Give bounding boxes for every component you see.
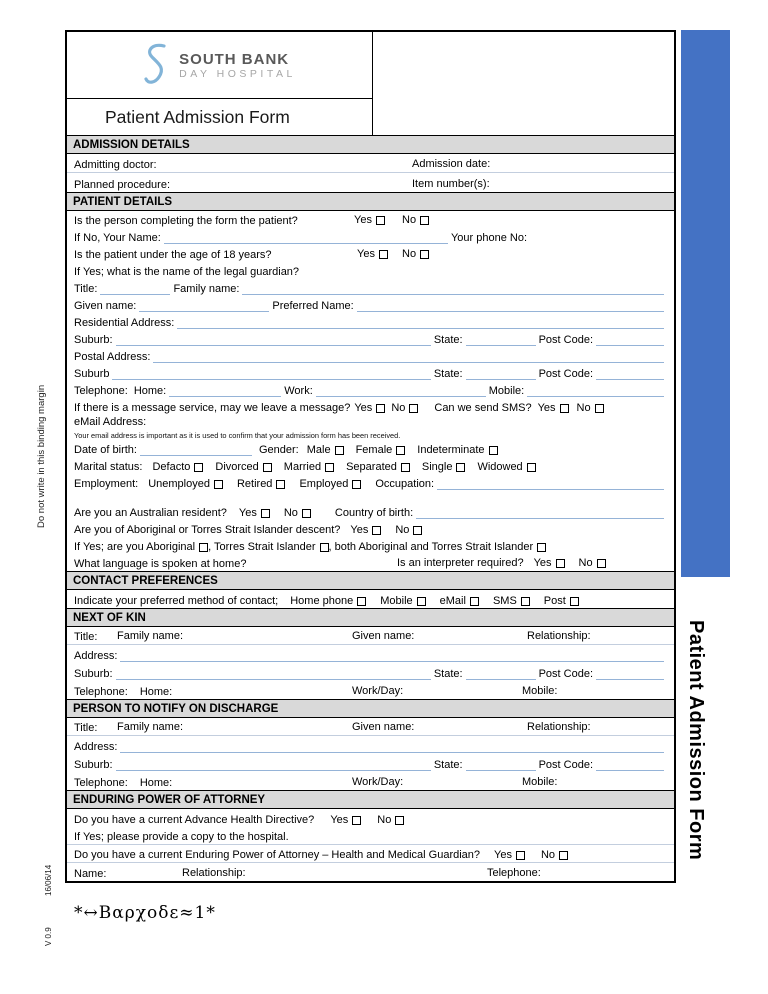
language-question-label: What language is spoken at home? (74, 558, 247, 570)
your-name-field[interactable] (164, 232, 448, 244)
post-code-label: Post Code: (538, 334, 593, 346)
country-of-birth-label: Country of birth: (334, 507, 414, 519)
checkbox-atsi-yes[interactable] (372, 526, 381, 535)
indeterminate-label: Indeterminate (417, 444, 485, 456)
checkbox-gender-male[interactable] (335, 446, 344, 455)
residential-postcode-field[interactable] (596, 334, 664, 346)
section-title: PERSON TO NOTIFY ON DISCHARGE (73, 702, 279, 715)
date-of-birth-field[interactable] (140, 444, 252, 456)
employment-row (67, 474, 674, 491)
separated-label: Separated (346, 461, 397, 473)
preferred-name-field[interactable] (357, 300, 664, 312)
relationship-label: Relationship: (182, 867, 246, 879)
married-label: Married (283, 461, 322, 473)
ahd-copy-note-row (67, 827, 674, 845)
home-phone-label: Home phone (290, 595, 354, 607)
epoa-name-row (67, 863, 674, 881)
marital-status-label: Marital status: (74, 461, 143, 473)
home-label: Home: (139, 686, 173, 698)
notify-address-row (67, 736, 674, 754)
yes-label: Yes (357, 248, 375, 260)
family-name-label: Family name: (117, 721, 184, 733)
email-label: eMail (439, 595, 466, 607)
notify-suburb-row (67, 754, 674, 772)
yes-label: Yes (330, 814, 349, 826)
message-question-label: If there is a message service, may we leave a message? (74, 402, 351, 414)
checkbox-employment-retired[interactable] (276, 480, 285, 489)
checkbox-contact-email[interactable] (470, 597, 479, 606)
section-patient-details-header (67, 192, 674, 211)
suburb-label: Suburb: (74, 759, 113, 771)
work-label: Work: (284, 385, 313, 397)
no-label: No (402, 248, 417, 260)
no-label: No (540, 849, 556, 861)
checkbox-epoa-no[interactable] (559, 851, 568, 860)
suburb-label: Suburb: (74, 668, 113, 680)
checkbox-marital-widowed[interactable] (527, 463, 536, 472)
resident-question-label: Are you an Australian resident? (74, 507, 227, 519)
defacto-label: Defacto (152, 461, 191, 473)
binding-margin-note: Do not write in this binding margin (36, 384, 47, 528)
message-service-row (67, 398, 674, 415)
title-family-row (67, 279, 674, 296)
spacer (67, 491, 674, 503)
legal-guardian-row (67, 262, 674, 279)
checkbox-gender-indeterminate[interactable] (489, 446, 498, 455)
checkbox-interpreter-yes[interactable] (556, 559, 565, 568)
header-blank-box[interactable] (373, 32, 674, 135)
notify-suburb-field[interactable] (116, 759, 431, 771)
telephone-label: Telephone: (487, 867, 541, 879)
interpreter-question-label: Is an interpreter required? (397, 557, 524, 569)
section-title: ADMISSION DETAILS (73, 138, 190, 151)
postal-address-row (67, 347, 674, 364)
employment-label: Employment: (74, 478, 139, 490)
yes-label: Yes (537, 402, 556, 414)
family-name-label: Family name: (117, 630, 184, 642)
preferred-name-label: Preferred Name: (272, 300, 354, 312)
completing-question-label: Is the person completing the form the patient? (74, 215, 298, 227)
checkbox-aboriginal[interactable] (199, 543, 208, 552)
name-label: Name: (74, 868, 107, 880)
completing-question-row (67, 211, 674, 228)
notify-telephone-row (67, 772, 674, 790)
family-name-field[interactable] (242, 283, 664, 295)
section-admission-details-header (67, 135, 674, 154)
mobile-label: Mobile: (522, 776, 558, 788)
date-note: 16/06/14 (44, 864, 53, 896)
title-label: Title: (74, 722, 98, 734)
contact-method-label: Indicate your preferred method of contact; (74, 595, 279, 607)
retired-label: Retired (236, 478, 273, 490)
female-label: Female (355, 444, 393, 456)
telephone-label: Telephone: (74, 385, 128, 397)
hospital-logo-icon (143, 42, 169, 88)
home-phone-field[interactable] (169, 385, 281, 397)
occupation-field[interactable] (437, 478, 664, 490)
no-label: No (402, 214, 417, 226)
sms-label: SMS (492, 595, 517, 607)
title-field[interactable] (100, 283, 170, 295)
nok-postcode-field[interactable] (596, 668, 664, 680)
contact-method-row (67, 590, 674, 608)
notify-state-field[interactable] (466, 759, 536, 771)
unemployed-label: Unemployed (148, 478, 210, 490)
residential-address-label: Residential Address: (74, 317, 175, 329)
torres-strait-islander-label: , Torres Strait Islander (208, 541, 316, 553)
work-day-label: Work/Day: (352, 776, 404, 788)
checkbox-ahd-yes[interactable] (352, 816, 361, 825)
admitting-doctor-row (67, 154, 674, 173)
nok-state-field[interactable] (466, 668, 536, 680)
no-label: No (576, 402, 591, 414)
if-no-name-label: If No, Your Name: (74, 232, 161, 244)
sms-question-label: Can we send SMS? (434, 402, 532, 414)
epoa-question-row (67, 845, 674, 863)
checkbox-marital-divorced[interactable] (263, 463, 272, 472)
gender-label: Gender: (258, 444, 299, 456)
nok-address-row (67, 645, 674, 663)
checkbox-sms-no[interactable] (595, 404, 604, 413)
postal-suburb-row (67, 364, 674, 381)
atsi-question-label: Are you of Aboriginal or Torres Strait Islander descent? (74, 524, 341, 536)
ahd-question-label: Do you have a current Advance Health Directive? (74, 814, 315, 826)
checkbox-contact-sms[interactable] (521, 597, 530, 606)
title-label: Title: (74, 631, 98, 643)
divorced-label: Divorced (215, 461, 259, 473)
epoa-question-label: Do you have a current Enduring Power of Attorney – Health and Medical Guardian? (74, 849, 481, 861)
legal-guardian-label: If Yes; what is the name of the legal guardian? (74, 266, 300, 278)
single-label: Single (421, 461, 453, 473)
telephone-label: Telephone: (74, 777, 128, 789)
postal-address-field[interactable] (153, 351, 664, 363)
address-label: Address: (74, 650, 118, 662)
checkbox-both-aboriginal-tsi[interactable] (537, 543, 546, 552)
section-title: PATIENT DETAILS (73, 195, 173, 208)
ahd-copy-note-label: If Yes; please provide a copy to the hospital. (74, 831, 289, 843)
state-label: State: (433, 759, 463, 771)
checkbox-gender-female[interactable] (396, 446, 405, 455)
post-code-label: Post Code: (538, 759, 593, 771)
hospital-subtitle: DAY HOSPITAL (179, 67, 296, 80)
checkbox-message-no[interactable] (409, 404, 418, 413)
given-name-label: Given name: (352, 630, 415, 642)
postal-address-label: Postal Address: (74, 351, 151, 363)
work-day-label: Work/Day: (352, 685, 404, 697)
resident-row (67, 503, 674, 520)
yes-label: Yes (238, 507, 257, 519)
no-label: No (391, 402, 406, 414)
notify-name-row (67, 718, 674, 736)
residential-suburb-field[interactable] (116, 334, 431, 346)
email-note-row (67, 429, 674, 440)
family-name-label: Family name: (173, 283, 240, 295)
residential-address-field[interactable] (177, 317, 664, 329)
employed-label: Employed (299, 478, 349, 490)
yes-label: Yes (350, 524, 369, 536)
checkbox-resident-yes[interactable] (261, 509, 270, 518)
atsi-question-row (67, 520, 674, 537)
hospital-name: SOUTH BANK (179, 50, 290, 68)
mobile-label: Mobile (380, 595, 413, 607)
widowed-label: Widowed (477, 461, 523, 473)
postal-state-field[interactable] (466, 368, 536, 380)
residential-address-row (67, 313, 674, 330)
under-18-row (67, 245, 674, 262)
item-numbers-label: Item number(s): (412, 178, 490, 190)
nok-suburb-field[interactable] (116, 668, 431, 680)
email-note-label: Your email address is important as it is used to confirm that your admission form has been received. (74, 431, 401, 440)
home-label: Home: (139, 777, 173, 789)
state-label: State: (433, 334, 463, 346)
section-contact-preferences-header (67, 571, 674, 590)
yes-label: Yes (533, 557, 552, 569)
suburb-label: Suburb: (74, 334, 113, 346)
home-label: Home: (133, 385, 167, 397)
telephone-label: Telephone: (74, 686, 128, 698)
section-title: CONTACT PREFERENCES (73, 574, 218, 587)
telephone-row (67, 381, 674, 398)
relationship-label: Relationship: (527, 630, 591, 642)
postal-postcode-field[interactable] (596, 368, 664, 380)
given-name-label: Given name: (352, 721, 415, 733)
checkbox-contact-home-phone[interactable] (357, 597, 366, 606)
section-next-of-kin-header (67, 608, 674, 627)
given-name-label: Given name: (74, 300, 137, 312)
checkbox-atsi-no[interactable] (413, 526, 422, 535)
residential-state-field[interactable] (466, 334, 536, 346)
relationship-label: Relationship: (527, 721, 591, 733)
checkbox-torres-strait-islander[interactable] (320, 543, 329, 552)
yes-label: Yes (494, 849, 512, 861)
hospital-name-block (179, 51, 296, 80)
checkbox-marital-defacto[interactable] (194, 463, 203, 472)
mobile-label: Mobile: (488, 385, 525, 397)
checkbox-message-yes[interactable] (376, 404, 385, 413)
checkbox-employment-employed[interactable] (352, 480, 361, 489)
yes-label: Yes (354, 214, 372, 226)
aboriginal-label: If Yes; are you Aboriginal (74, 541, 196, 553)
checkbox-resident-no[interactable] (302, 509, 311, 518)
nok-suburb-row (67, 663, 674, 681)
mobile-label: Mobile: (522, 685, 558, 697)
postal-suburb-field[interactable] (112, 368, 430, 380)
atsi-detail-row (67, 537, 674, 554)
ahd-question-row (67, 809, 674, 827)
notify-postcode-field[interactable] (596, 759, 664, 771)
planned-procedure-label: Planned procedure: (74, 179, 171, 191)
male-label: Male (306, 444, 331, 456)
checkbox-ahd-no[interactable] (395, 816, 404, 825)
nok-address-field[interactable] (120, 650, 664, 662)
work-phone-field[interactable] (316, 385, 486, 397)
version-note: V 0.9 (44, 927, 53, 946)
no-label: No (377, 814, 392, 826)
dob-gender-row (67, 440, 674, 457)
given-preferred-row (67, 296, 674, 313)
given-name-field[interactable] (139, 300, 269, 312)
checkbox-employment-unemployed[interactable] (214, 480, 223, 489)
both-aboriginal-tsi-label: , both Aboriginal and Torres Strait Islander (328, 541, 534, 553)
country-of-birth-field[interactable] (416, 507, 664, 519)
admitting-doctor-label: Admitting doctor: (74, 159, 157, 171)
checkbox-completing-no[interactable] (420, 216, 429, 225)
blue-accent-bar (681, 30, 730, 577)
checkbox-under-18-yes[interactable] (379, 250, 388, 259)
patient-admission-form (65, 30, 676, 883)
checkbox-marital-married[interactable] (325, 463, 334, 472)
checkbox-marital-single[interactable] (456, 463, 465, 472)
checkbox-epoa-yes[interactable] (516, 851, 525, 860)
your-name-row (67, 228, 674, 245)
date-of-birth-label: Date of birth: (74, 444, 137, 456)
section-title: NEXT OF KIN (73, 611, 146, 624)
barcode-text: *↔Βαρχοδε≈1* (74, 903, 216, 923)
checkbox-interpreter-no[interactable] (597, 559, 606, 568)
no-label: No (578, 557, 593, 569)
section-person-to-notify-header (67, 699, 674, 718)
hospital-logo (67, 32, 372, 99)
form-title: Patient Admission Form (105, 106, 290, 127)
post-code-label: Post Code: (538, 668, 593, 680)
nok-name-row (67, 627, 674, 645)
your-phone-label: Your phone No: (450, 232, 527, 244)
no-label: No (395, 524, 410, 536)
marital-status-row (67, 457, 674, 474)
yes-label: Yes (354, 402, 373, 414)
residential-suburb-row (67, 330, 674, 347)
suburb-label: Suburb (74, 368, 110, 380)
title-label: Title: (74, 283, 98, 295)
post-code-label: Post Code: (538, 368, 593, 380)
no-label: No (283, 507, 298, 519)
email-address-label: eMail Address: (74, 416, 147, 428)
checkbox-contact-post[interactable] (570, 597, 579, 606)
section-title: ENDURING POWER OF ATTORNEY (73, 793, 266, 806)
planned-procedure-row (67, 173, 674, 192)
header-left (67, 32, 373, 135)
post-label: Post (543, 595, 566, 607)
checkbox-contact-mobile[interactable] (417, 597, 426, 606)
state-label: State: (433, 668, 463, 680)
form-header (67, 32, 674, 135)
section-epoa-header (67, 790, 674, 809)
under-18-label: Is the patient under the age of 18 years? (74, 249, 272, 261)
notify-address-field[interactable] (120, 741, 664, 753)
address-label: Address: (74, 741, 118, 753)
side-title: Patient Admission Form (685, 620, 707, 861)
admission-date-label: Admission date: (412, 158, 491, 170)
checkbox-sms-yes[interactable] (560, 404, 569, 413)
occupation-label: Occupation: (375, 478, 435, 490)
checkbox-completing-yes[interactable] (376, 216, 385, 225)
mobile-phone-field[interactable] (527, 385, 664, 397)
checkbox-marital-separated[interactable] (401, 463, 410, 472)
email-row (67, 415, 674, 429)
language-row (67, 554, 674, 571)
nok-telephone-row (67, 681, 674, 699)
state-label: State: (433, 368, 463, 380)
checkbox-under-18-no[interactable] (420, 250, 429, 259)
